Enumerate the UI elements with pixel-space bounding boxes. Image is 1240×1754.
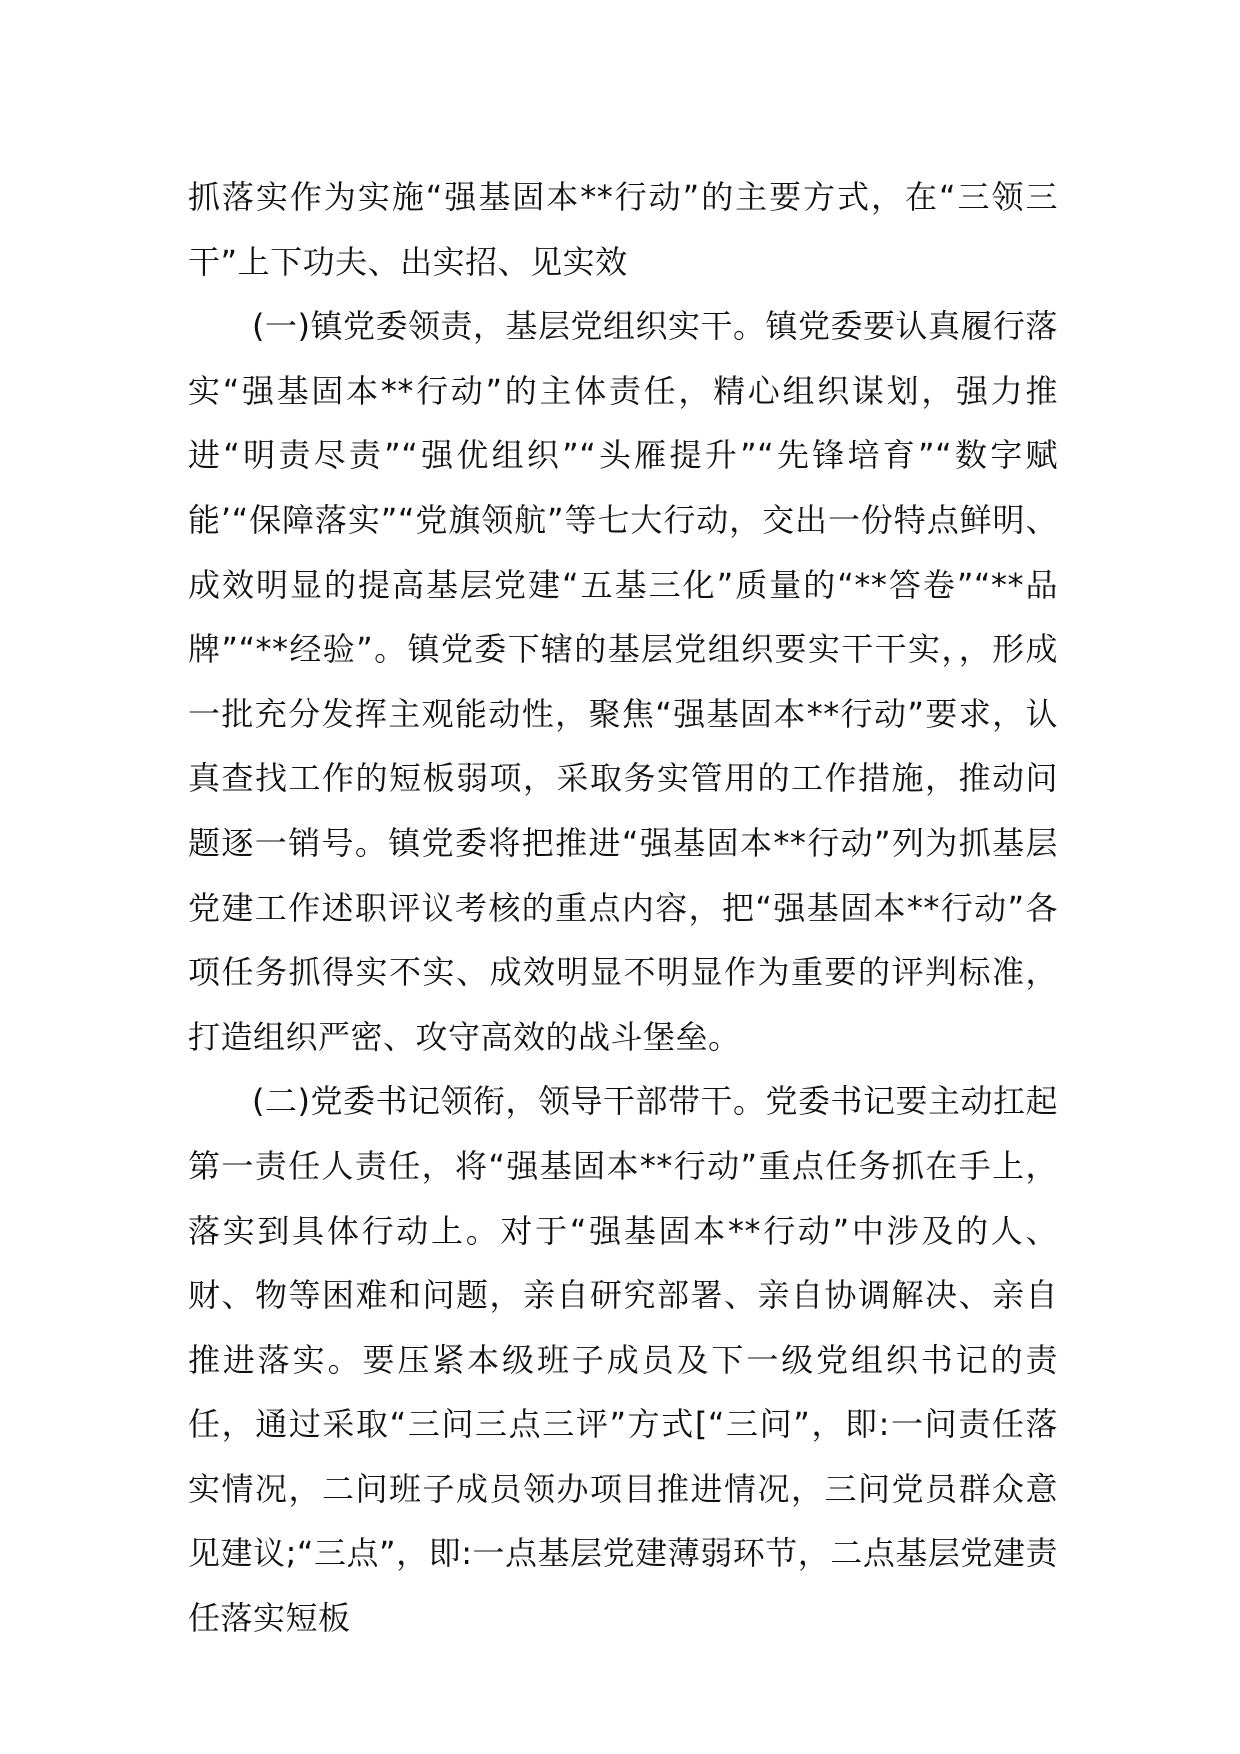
- paragraph-continuation: 抓落实作为实施“强基固本**行动”的主要方式，在“三领三干”上下功夫、出实招、见实效: [188, 178, 1058, 281]
- paragraph-section-one: (一)镇党委领责，基层党组织实干。镇党委要认真履行落实“强基固本**行动”的主体责任，精心组织谋划，强力推进“明责尽责”“强优组织”“头雁提升”“先锋培育”“数字赋能’“保障落实”“党旗领航”等七大行动，交出一份特点鲜明、成效明显的提高基层党建“五基三化”质量的“**答卷”“**品牌”“**经验”。镇党委下辖的基层党组织要实干干实，，形成一批充分发挥主观能动性，聚焦“强基固本**行动”要求，认真查找工作的短板弱项，采取务实管用的工作措施，推动问题逐一销号。镇党委将把推进“强基固本**行动”列为抓基层党建工作述职评议考核的重点内容，把“强基固本**行动”各项任务抓得实不实、成效明显不明显作为重要的评判标准，打造组织严密、攻守高效的战斗堡垒。: [188, 307, 1058, 1056]
- document-body: [188, 165, 1058, 1651]
- paragraph-section-two: (二)党委书记领衔，领导干部带干。党委书记要主动扛起第一责任人责任，将“强基固本**行动”重点任务抓在手上，落实到具体行动上。对于“强基固本**行动”中涉及的人、财、物等困难和问题，亲自研究部署、亲自协调解决、亲自推进落实。要压紧本级班子成员及下一级党组织书记的责任，通过采取“三问三点三评”方式[“三问”，即:一问责任落实情况，二问班子成员领办项目推进情况，三问党员群众意见建议;“三点”，即:一点基层党建薄弱环节，二点基层党建责任落实短板: [188, 1082, 1058, 1638]
